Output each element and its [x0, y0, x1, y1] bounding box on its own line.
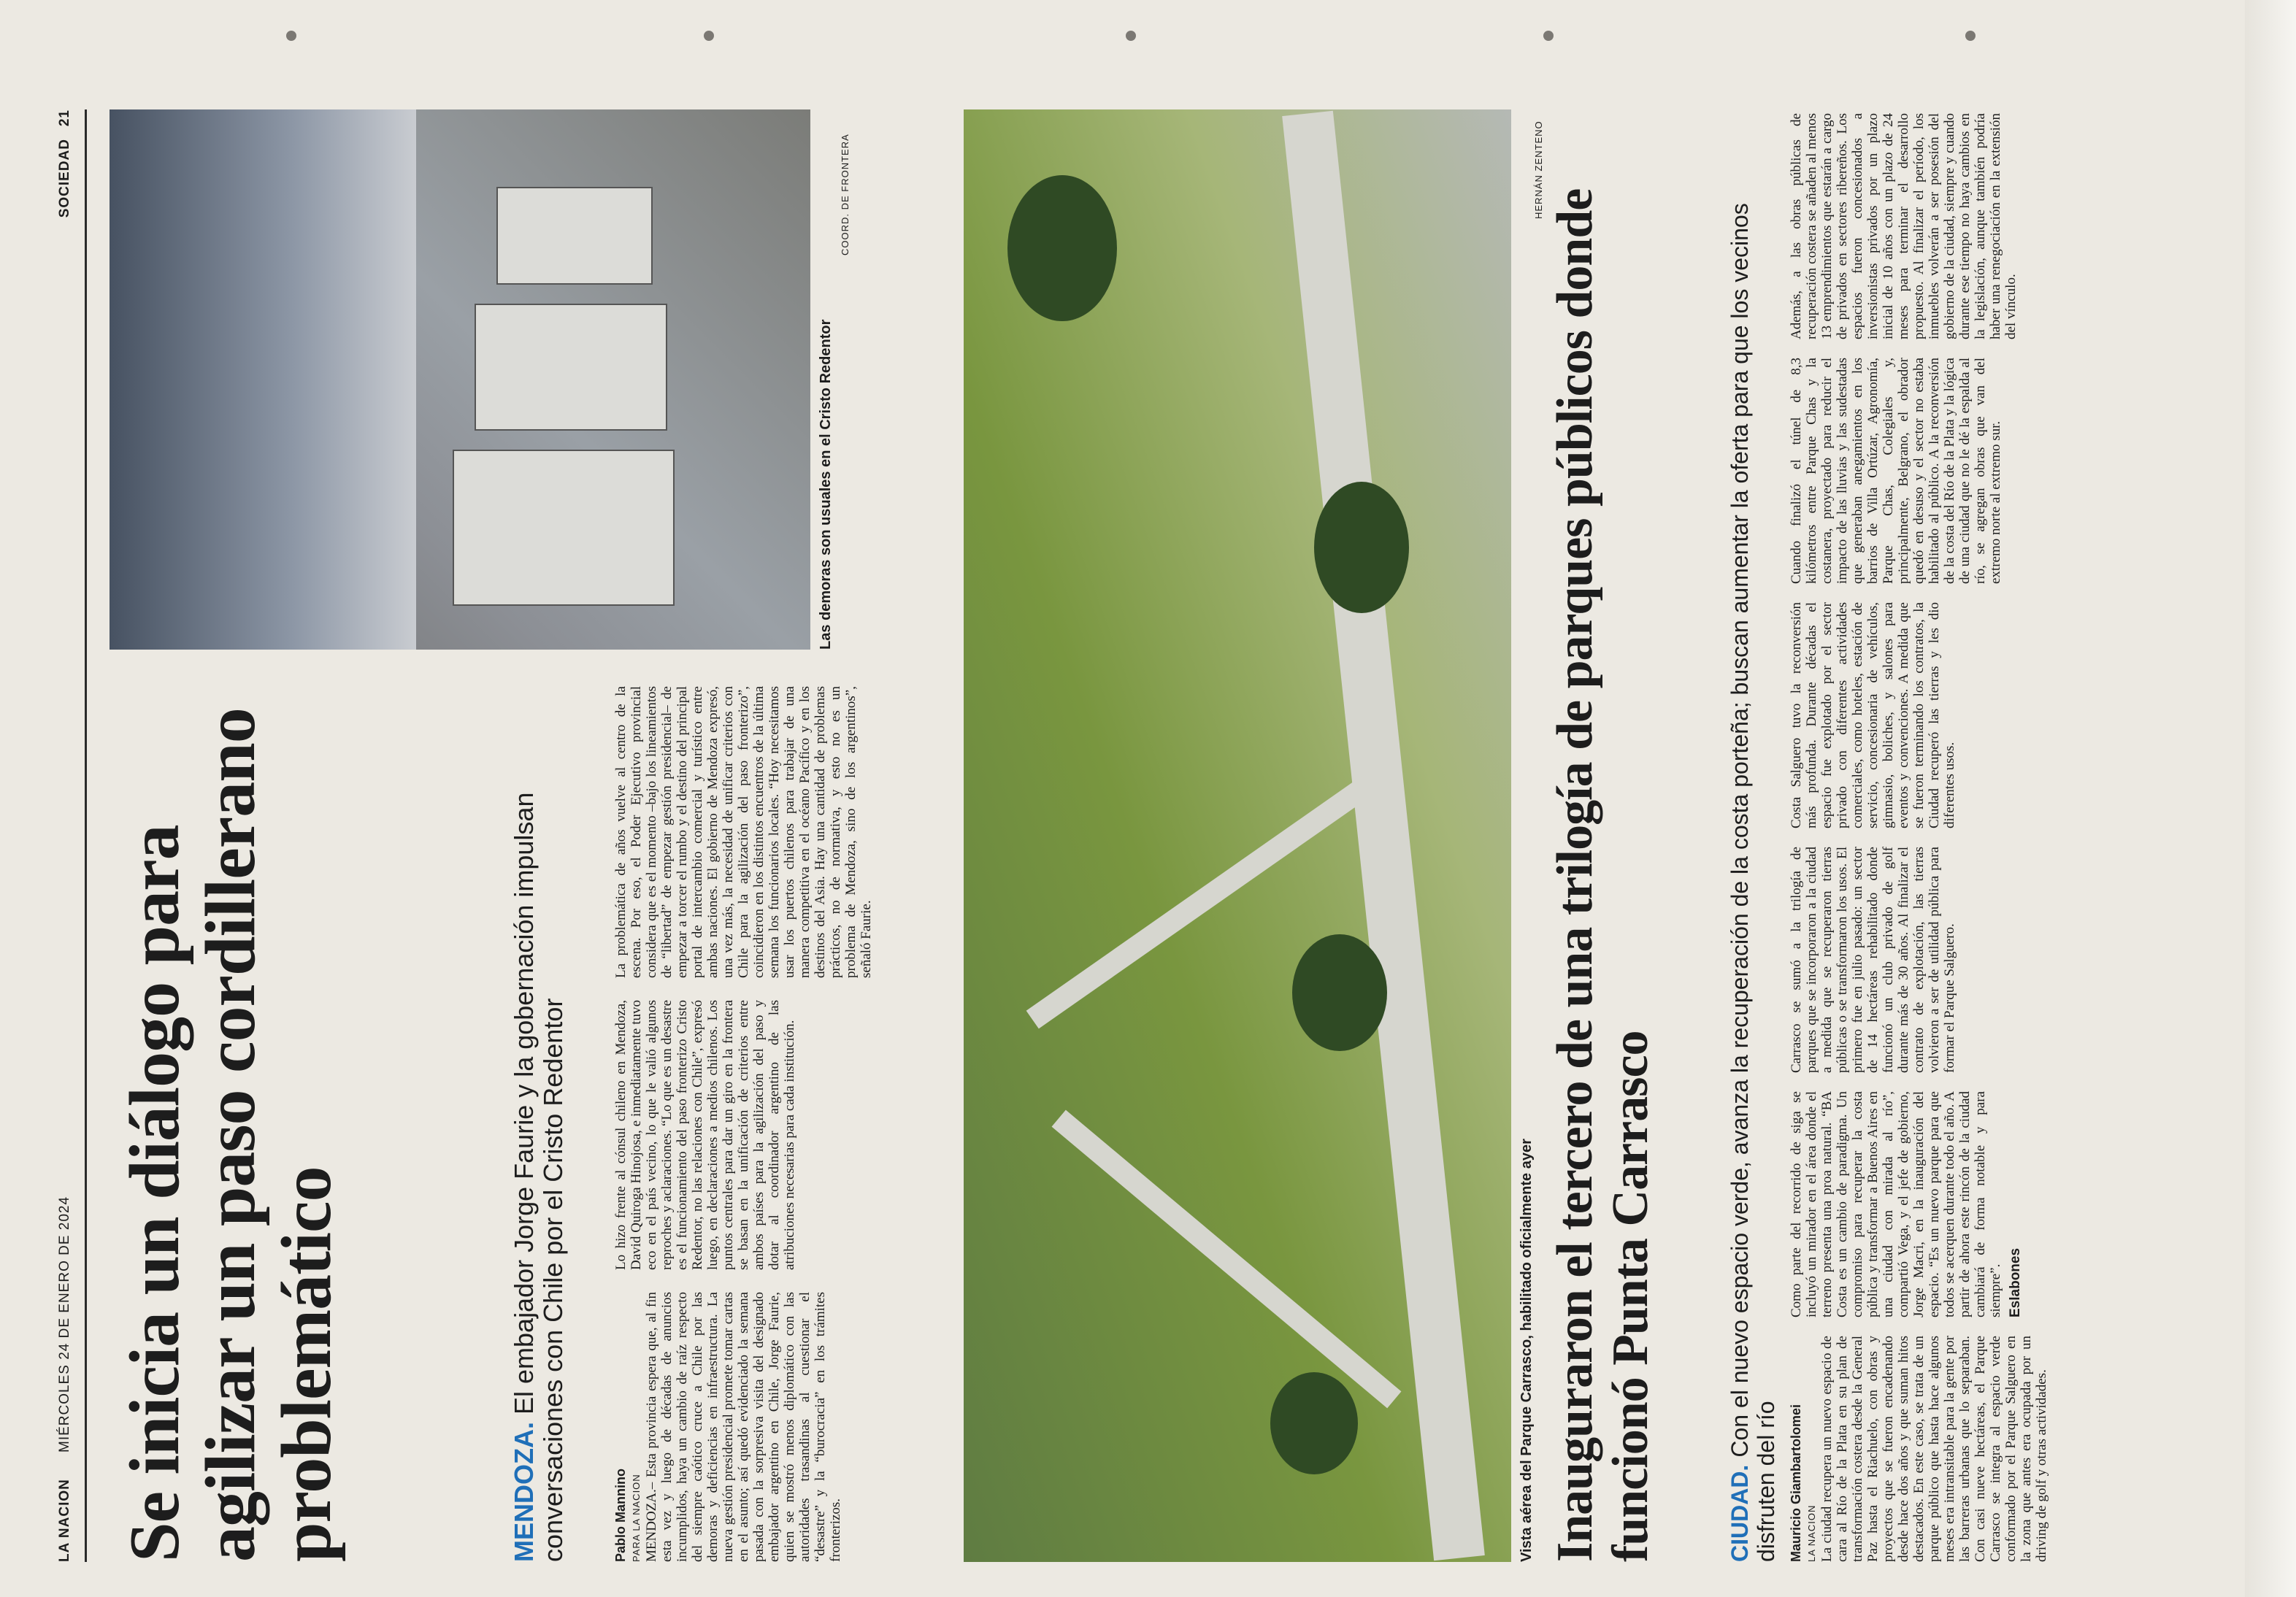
byline-sub: LA NACION	[1806, 1504, 1817, 1562]
mountains	[110, 109, 416, 650]
rotated-page	[44, 109, 2161, 1562]
truck	[496, 187, 653, 285]
subhead: Eslabones	[2008, 1247, 2023, 1317]
deck-text: El embajador Jorge Faurie y la gobernación impulsan conversaciones con Chile por el Cristo Redentor	[509, 792, 568, 1562]
tree	[1007, 175, 1117, 321]
body-text: Como parte del recorrido de siga se incluyó un mirador en el área donde el terreno presenta una proa natural. “BA Costa es un cambio de paradigma. Un compromiso para recuperar la costa pública y transformar a Buenos Aires en una ciudad con mirada al río”, compartió Vega, y el jefe de gobierno, Jorge Macri, en la inauguración del espacio. “Es un nuevo parque para que todos se acerquen durante todo el año. A partir de ahora este rincón de la ciudad cambiará de forma notable y para siempre”.	[1789, 1091, 2003, 1317]
column-4: Costa Salguero tuvo la reconversión más profunda. Durante décadas el espacio fue explotado por el sector privado con diferentes actividades comerciales, como hoteles, estación de servicio, concesionaria de vehículos, gimnasio, boliches, y salones para eventos y convenciones. A medida que se fueron terminando los contratos, la Ciudad recuperó las tierras y les dio diferentes usos.	[1789, 602, 1957, 828]
story-parque-carrasco	[964, 109, 2161, 1562]
truck	[475, 304, 667, 431]
binder-hole	[1965, 31, 1976, 41]
headline: Inauguraron el tercero de una trilogía de parques públicos donde funcionó Punta Carrasco	[1547, 188, 1659, 1562]
column-2: Lo hizo frente al cónsul chileno en Mendoza, David Quiroga Hinojosa, e inmediatamente tuvo eco en el país vecino, lo que le valió algunos reproches y aclaraciones. “Lo que es un desastre es el funcionamiento del paso fronterizo Cristo Redentor, no las relaciones con Chile”, expresó luego, en declaraciones a medios chilenos. Los puntos centrales para dar un giro en la frontera se basan en la unificación de criterios entre ambos países para la agilización del paso y dotar al coordinador argentino de las atribuciones necesarias para cada institución.	[613, 1000, 797, 1270]
tree	[1292, 934, 1387, 1051]
page-folio	[44, 109, 87, 1562]
story-cristo-redentor	[110, 109, 949, 1562]
photo-credit: COORD. DE FRONTERA	[840, 134, 851, 255]
kicker: CIUDAD.	[1727, 1464, 1753, 1562]
deck-text: Con el nuevo espacio verde, avanza la recuperación de la costa porteña; buscan aumentar la oferta para que los vecinos disfruten del río	[1727, 203, 1779, 1562]
section-name: SOCIEDAD	[57, 139, 72, 218]
column-5: Cuando finalizó el túnel de 8,3 kilómetros entre Parque Chas y la costanera, proyectado para reducir el impacto de las lluvias y las sudestadas que generaban anegamientos en los barrios de Villa Ortúzar, Agronomía, Parque Chas, Colegiales y, principalmente, Belgrano, el obrador quedó en desuso y el sector no estaba habilitado al público. A la reconversión de la costa del Río de la Plata y la lógica de una ciudad que no le dé la espalda al río, se agregan obras que van del extremo norte al extremo sur.	[1789, 358, 2003, 584]
binder-hole	[1126, 31, 1136, 41]
aerial-park-photo	[964, 109, 1511, 1562]
photo-credit: HERNÁN ZENTENO	[1533, 120, 1544, 219]
deck	[1727, 109, 1779, 1562]
column-6: Además, a las obras públicas de recuperación costera se añaden al menos 13 emprendimientos que estarán a cargo de privados en sectores ribereños. Los espacios fueron concesionados a inversionistas privados por un plazo inicial de 10 años con un plazo de 24 meses para terminar el desarrollo propuesto. Al finalizar el período, los inmuebles volverán a ser posesión del gobierno de la ciudad, siempre y cuando durante ese tiempo no haya cambios en la legislación, aunque también podría haber una renegociación en la extensión del vínculo.	[1789, 113, 2019, 339]
kicker: MENDOZA.	[509, 1422, 539, 1562]
binder-hole	[704, 31, 714, 41]
issue-date: MIÉRCOLES 24 DE ENERO DE 2024	[57, 1196, 72, 1452]
byline-sub: PARA LA NACION	[631, 1474, 642, 1562]
paper-edge	[2245, 0, 2296, 1597]
column-3: Carrasco se sumó a la trilogía de parques que se incorporaron a la ciudad a medida que se recuperaron tierras públicas o se transformaron los usos. El primero fue en julio pasado: un sector de 14 hectáreas rehabilitado donde funcionó un club privado de golf durante más de 30 años. Al finalizar el contrato de explotación, las tierras volvieron a ser de utilidad pública para formar el Parque Salguero.	[1789, 847, 1957, 1073]
column-1	[613, 1292, 843, 1562]
binder-hole	[286, 31, 296, 41]
column-1	[1789, 1336, 2049, 1562]
deck	[510, 686, 568, 1562]
truck	[453, 450, 675, 606]
body-text: La ciudad recupera un nuevo espacio de cara al Río de la Plata en su plan de transformación costera desde la General Paz hasta el Riachuelo, con obras y proyectos que se fueron encadenando desde hace dos años y que suman hitos destacados. En este caso, se trata de un parque público que hasta hace algunos meses era intransitable para la gente por las barreras urbanas que lo separaban. Con casi nueve hectáreas, el Parque Carrasco se integra al espacio verde conformado por el Parque Salguero en la zona que antes era ocupada por un driving de golf y otras actividades.	[1819, 1336, 2049, 1562]
body-text: MENDOZA.– Esta provincia espera que, al fin esta vez y luego de décadas de anuncios incumplidos, haya un cambio de raíz respecto del siempre caótico cruce a Chile por las demoras y deficiencias en infraestructura. La nueva gestión presidencial promete tomar cartas en el asunto; así quedó evidenciado la semana pasada con la sorpresiva visita del designado embajador argentino en Chile, Jorge Faurie, quien se mostró menos diplomático con las autoridades trasandinas al cuestionar el “desastre” y la “burocracia” en los trámites fronterizos.	[644, 1292, 843, 1562]
tree	[1270, 1372, 1358, 1474]
byline: Mauricio Giambartolomei	[1789, 1404, 1803, 1562]
paper-name: LA NACION	[57, 1479, 72, 1562]
byline: Pablo Mannino	[613, 1469, 628, 1562]
headline: Se inicia un diálogo para agilizar un paso cordillerano problemático	[115, 708, 346, 1562]
photo-caption: Vista aérea del Parque Carrasco, habilitado oficialmente ayer	[1518, 1139, 1535, 1562]
column-3: La problemática de años vuelve al centro de la escena. Por eso, el Poder Ejecutivo provincial considera que es el momento –bajo los lineamientos de “libertad” de empezar gestión presidencial– de empezar a torcer el rumbo y el destino del principal portal de intercambio comercial y turístico entre ambas naciones. El gobierno de Mendoza expresó, una vez más, la necesidad de unificar criterios con Chile para la agilización del paso fronterizo”, coincidieron en los distintos encuentros de la última semana los funcionarios locales. “Hoy necesitamos usar los puertos chilenos para trabajar de una manera competitiva en el océano Pacífico y en los destinos del Asia. Hay una cantidad de problemas prácticos, no de normativa, y esto no es un problema de Mendoza, sino de los argentinos”, señaló Faurie.	[613, 686, 874, 978]
binder-hole	[1543, 31, 1554, 41]
column-2	[1789, 1091, 2024, 1317]
border-crossing-photo	[110, 109, 810, 650]
page-number: 21	[57, 109, 72, 127]
tree	[1314, 482, 1409, 613]
path	[1052, 1110, 1402, 1409]
photo-caption: Las demoras son usuales en el Cristo Redentor	[818, 319, 834, 650]
